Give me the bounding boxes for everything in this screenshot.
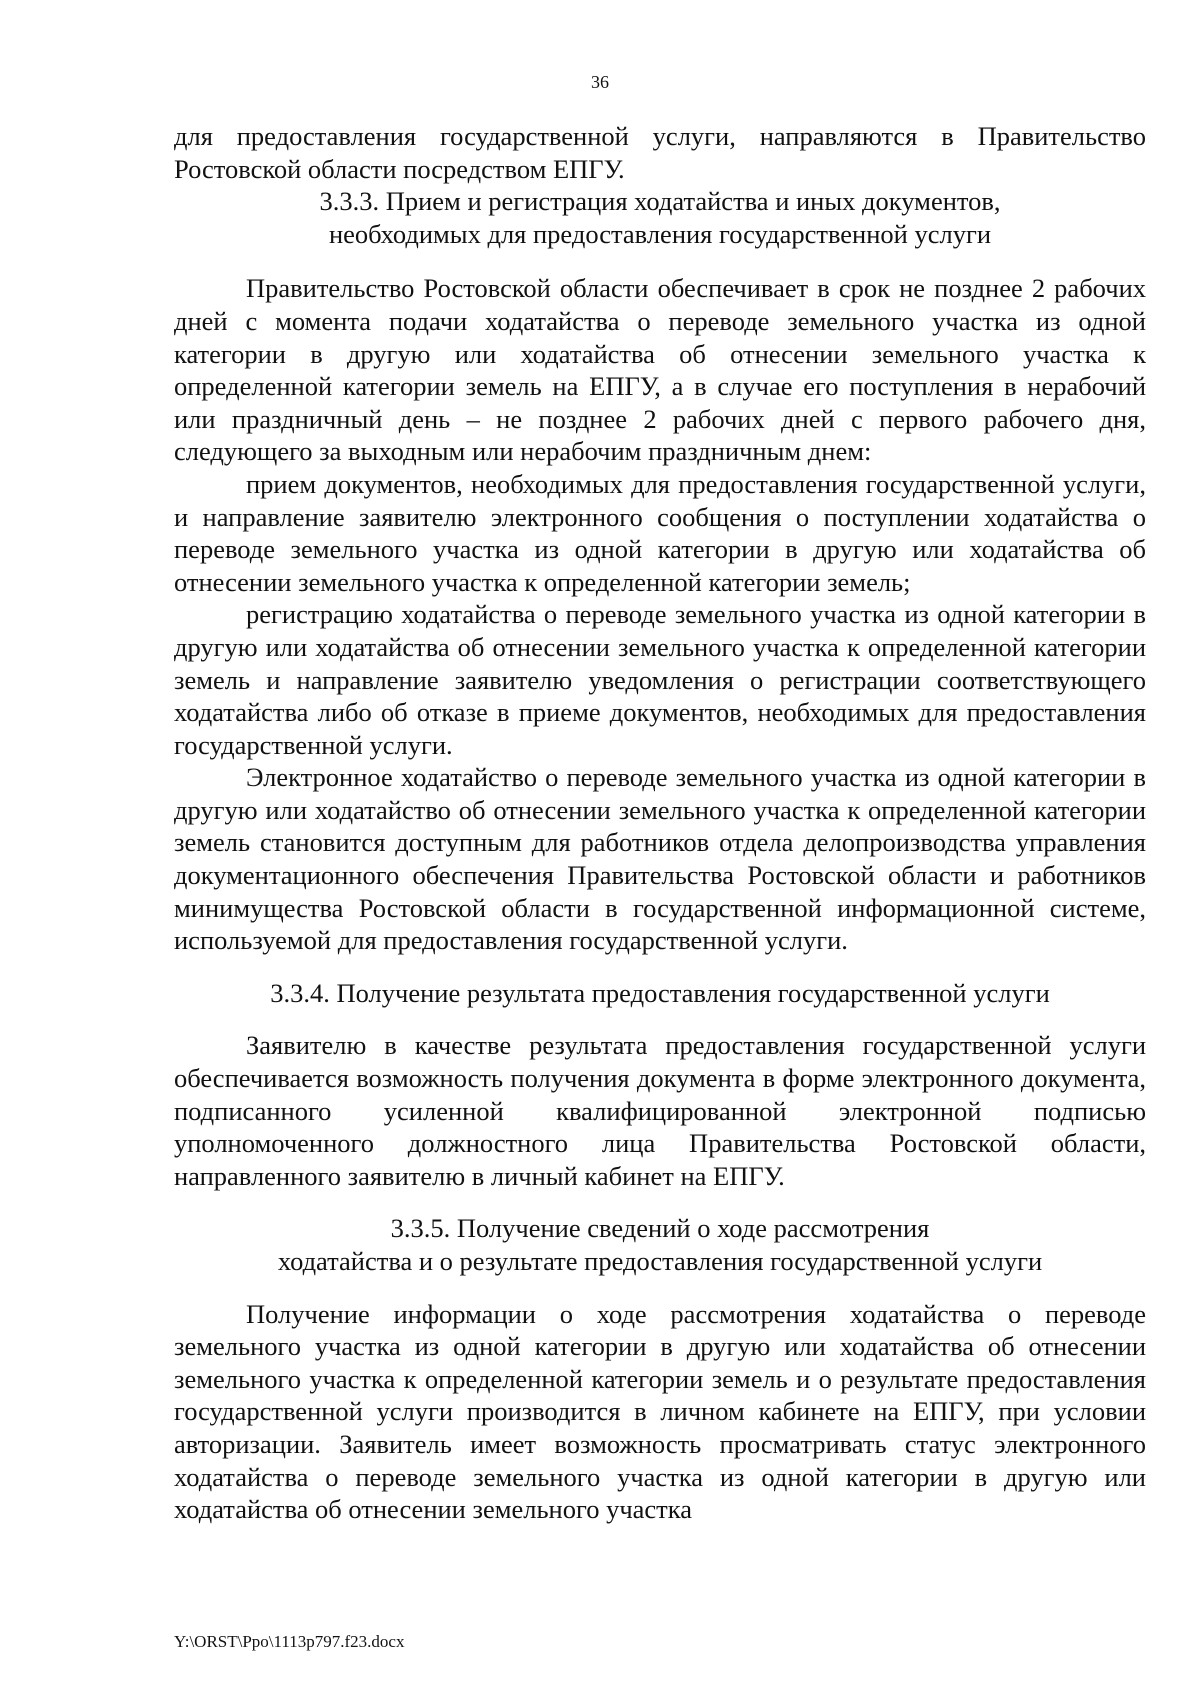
paragraph: Получение информации о ходе рассмотрения ходатайства о переводе земельного участка из одной категории в другую или ходатайства об отнесении земельного участка к определенной категории земель и о результате предоставления государственной услуги производится в личном кабинете на ЕПГУ, при условии авторизации. Заявитель имеет возможность просматривать статус электронного ходатайства о переводе земельного участка из одной категории в другую или ходатайства об отнесении земельного участка bbox=[174, 1298, 1146, 1525]
paragraph: Электронное ходатайство о переводе земельного участка из одной категории в другую или ходатайство об отнесении земельного участка к определенной категории земель становится доступным для работников отдела делопроизводства управления документационного обеспечения Правительства Ростовской области и работников минимущества Ростовской области в государственной информационной системе, используемой для предоставления государственной услуги. bbox=[174, 762, 1146, 956]
paragraph: прием документов, необходимых для предоставления государственной услуги, и направление заявителю электронного сообщения о поступлении ходатайства о переводе земельного участка из одной категории в другую или ходатайства об отнесении земельного участка к определенной категории земель; bbox=[174, 468, 1146, 597]
paragraph: Правительство Ростовской области обеспечивает в срок не позднее 2 рабочих дней с момента подачи ходатайства о переводе земельного участка из одной категории в другую или ходатайства об отнесении земельного участка к определенной категории земель на ЕПГУ, а в случае его поступления в нерабочий или праздничный день – не позднее 2 рабочих дней с первого рабочего дня, следующего за выходным или нерабочим праздничным днем: bbox=[174, 273, 1146, 467]
paragraph: Заявителю в качестве результата предоставления государственной услуги обеспечивается возможность получения документа в форме электронного документа, подписанного усиленной квалифицированной электронной подписью уполномоченного должностного лица Правительства Ростовской области, направленного заявителю в личный кабинет на ЕПГУ. bbox=[174, 1030, 1146, 1191]
heading-line: ходатайства и о результате предоставления государственной услуги bbox=[277, 1246, 1043, 1276]
paragraph-continuation: для предоставления государственной услуги, направляются в Правительство Ростовской области посредством ЕПГУ. bbox=[174, 121, 1146, 184]
heading-line: 3.3.3. Прием и регистрация ходатайства и иных документов, bbox=[319, 186, 1001, 217]
section-heading-3-3-4: 3.3.4. Получение результата предоставления государственной услуги bbox=[270, 977, 1050, 1008]
page-number: 36 bbox=[591, 72, 609, 92]
section-heading-3-3-5 bbox=[174, 1212, 1146, 1277]
heading-line: необходимых для предоставления государственной услуги bbox=[328, 218, 992, 249]
file-path-footer: Y:\ORST\Ppo\1113p797.f23.docx bbox=[174, 1632, 405, 1651]
paragraph: регистрацию ходатайства о переводе земельного участка из одной категории в другую или ходатайства об отнесении земельного участка к определенной категории земель и направление заявителю уведомления о регистрации соответствующего ходатайства либо об отказе в приеме документов, необходимых для предоставления государственной услуги. bbox=[174, 599, 1146, 760]
heading-line: 3.3.5. Получение сведений о ходе рассмотрения bbox=[390, 1213, 930, 1244]
section-heading-3-3-3 bbox=[174, 185, 1146, 250]
document-body bbox=[174, 120, 1146, 1526]
